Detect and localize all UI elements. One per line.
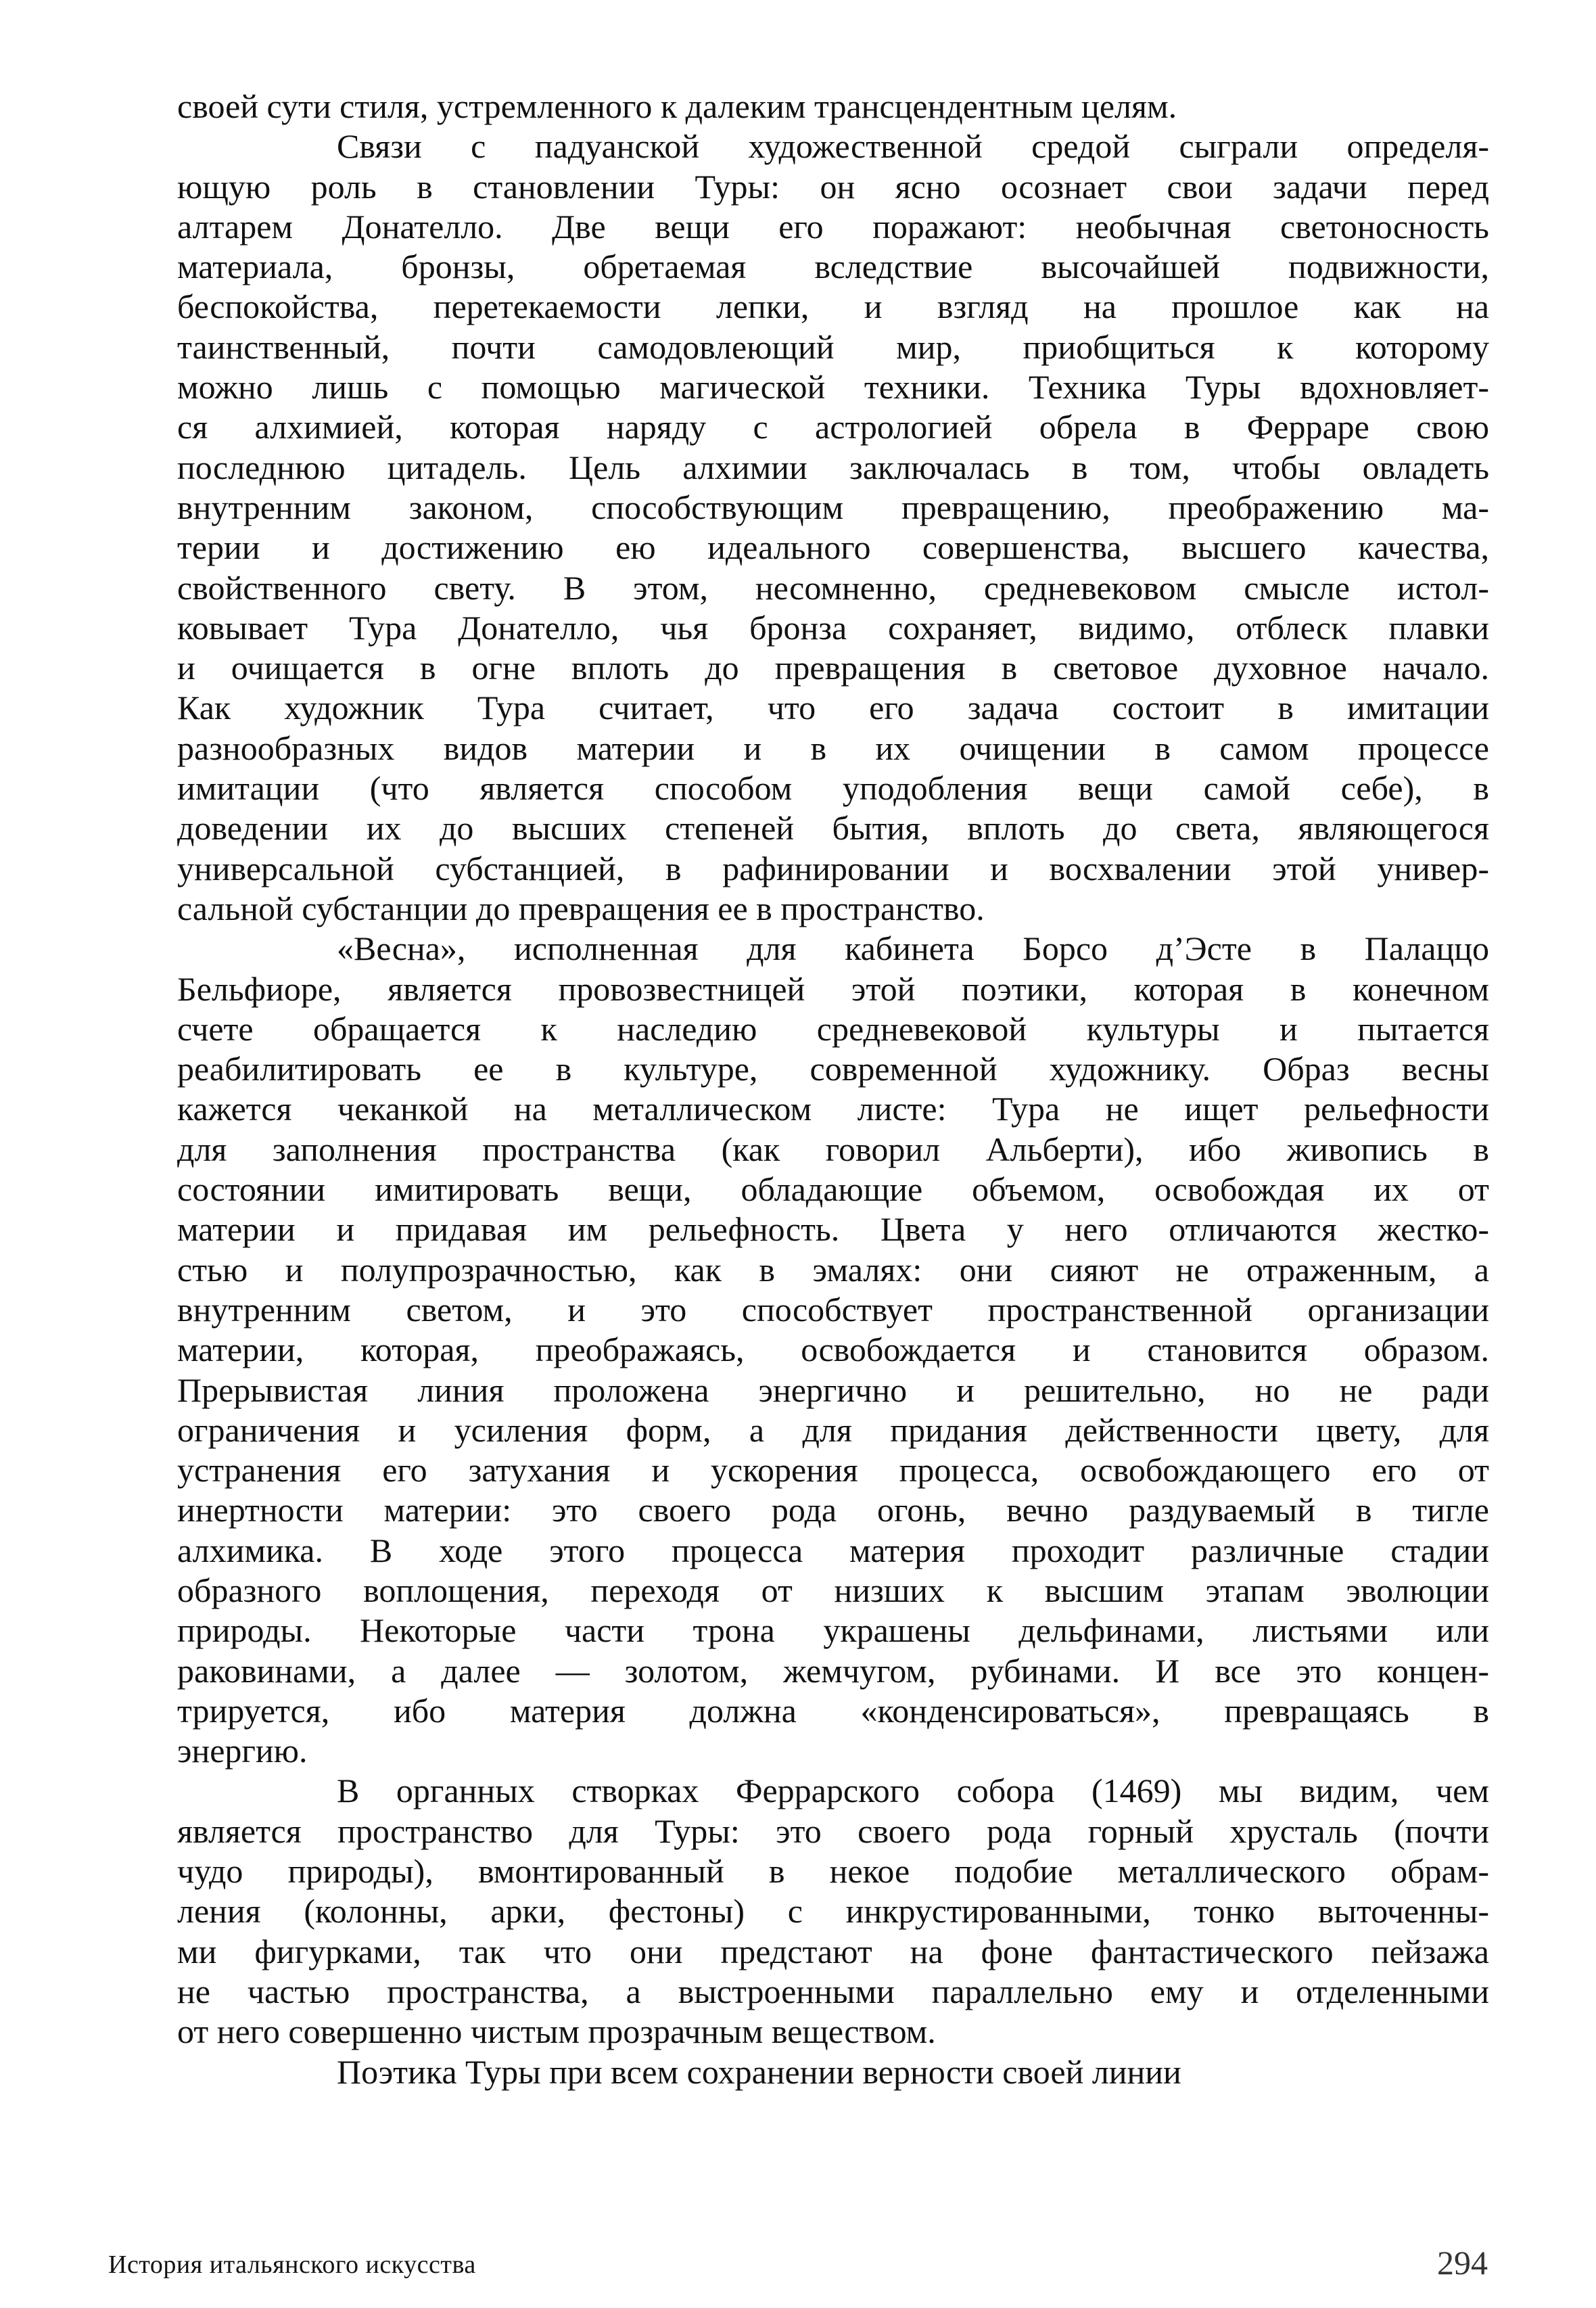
- text-line: реабилитировать ее в культуре, современной художнику. Образ весны: [177, 1050, 1489, 1088]
- text-line: ограничения и усиления форм, а для придания действенности цвету, для: [177, 1410, 1489, 1449]
- text-line: является пространство для Туры: это своего рода горный хрусталь (почти: [177, 1811, 1489, 1850]
- text-line: материи, которая, преображаясь, освобождается и становится образом.: [177, 1331, 1489, 1369]
- text-line: последнюю цитадель. Цель алхимии заключалась в том, чтобы овладеть: [177, 448, 1489, 486]
- text-line: Как художник Тура считает, что его задача состоит в имитации: [177, 689, 1489, 727]
- body-text: [177, 87, 1489, 2092]
- page-footer: [108, 2246, 1488, 2286]
- paragraph: [177, 126, 1489, 929]
- text-line: не частью пространства, а выстроенными параллельно ему и отделенными: [177, 1972, 1489, 2010]
- text-line: сальной субстанции до превращения ее в пространство.: [177, 889, 985, 927]
- text-line: имитации (что является способом уподобления вещи самой себе), в: [177, 769, 1489, 808]
- text-line: счете обращается к наследию средневековой культуры и пытается: [177, 1009, 1489, 1048]
- text-line: можно лишь с помощью магической техники. Техника Туры вдохновляет-: [177, 368, 1489, 407]
- text-line: чудо природы), вмонтированный в некое подобие металлического обрам-: [177, 1852, 1489, 1891]
- text-line: стью и полупрозрачностью, как в эмалях: они сияют не отраженным, а: [177, 1250, 1489, 1289]
- running-title: История итальянского искусства: [108, 2251, 476, 2279]
- text-line: беспокойства, перетекаемости лепки, и взгляд на прошлое как на: [177, 287, 1489, 326]
- text-line: Бельфиоре, является провозвестницей этой поэтики, которая в конечном: [177, 969, 1489, 1008]
- paragraph: [177, 1771, 1489, 2052]
- text-line: терии и достижению ею идеального совершенства, высшего качества,: [177, 528, 1489, 567]
- text-line: разнообразных видов материи и в их очищении в самом процессе: [177, 729, 1489, 767]
- text-line: инертности материи: это своего рода огонь, вечно раздуваемый в тигле: [177, 1491, 1489, 1529]
- text-line: своей сути стиля, устремленного к далеким трансцендентным целям.: [177, 87, 1177, 125]
- text-line: Прерывистая линия проложена энергично и решительно, но не ради: [177, 1370, 1489, 1409]
- text-line: трируется, ибо материя должна «конденсироваться», превращаясь в: [177, 1691, 1489, 1730]
- text-line: материи и придавая им рельефность. Цвета у него отличаются жестко-: [177, 1210, 1489, 1249]
- text-line: для заполнения пространства (как говорил Альберти), ибо живопись в: [177, 1130, 1489, 1168]
- text-line: ми фигурками, так что они предстают на фоне фантастического пейзажа: [177, 1932, 1489, 1970]
- paragraph: [177, 2052, 1489, 2092]
- text-line: свойственного свету. В этом, несомненно, средневековом смысле истол-: [177, 568, 1489, 607]
- text-line: от него совершенно чистым прозрачным веществом.: [177, 2012, 936, 2051]
- text-line: таинственный, почти самодовлеющий мир, приобщиться к которому: [177, 327, 1489, 366]
- text-line: Связи с падуанской художественной средой сыграли определя-: [337, 127, 1489, 166]
- text-line: ковывает Тура Донателло, чья бронза сохраняет, видимо, отблеск плавки: [177, 608, 1489, 647]
- text-line: внутренним светом, и это способствует пространственной организации: [177, 1290, 1489, 1329]
- text-line: ления (колонны, арки, фестоны) с инкрустированными, тонко выточенны-: [177, 1892, 1489, 1931]
- text-line: энергию.: [177, 1732, 308, 1770]
- text-line: ющую роль в становлении Туры: он ясно осознает свои задачи перед: [177, 167, 1489, 206]
- text-line: Поэтика Туры при всем сохранении верности своей линии: [337, 2052, 1181, 2091]
- text-line: В органных створках Феррарского собора (1469) мы видим, чем: [337, 1772, 1489, 1810]
- text-line: доведении их до высших степеней бытия, вплоть до света, являющегося: [177, 809, 1489, 848]
- paragraph: [177, 87, 1489, 126]
- text-line: раковинами, а далее — золотом, жемчугом, рубинами. И все это концен-: [177, 1651, 1489, 1690]
- text-line: внутренним законом, способствующим превращению, преображению ма-: [177, 488, 1489, 526]
- text-line: устранения его затухания и ускорения процесса, освобождающего его от: [177, 1451, 1489, 1490]
- text-line: алтарем Донателло. Две вещи его поражают: необычная светоносность: [177, 207, 1489, 246]
- text-line: природы. Некоторые части трона украшены дельфинами, листьями или: [177, 1611, 1489, 1650]
- paragraph: [177, 929, 1489, 1771]
- text-line: кажется чеканкой на металлическом листе: Тура не ищет рельефности: [177, 1090, 1489, 1128]
- text-line: образного воплощения, переходя от низших к высшим этапам эволюции: [177, 1571, 1489, 1609]
- text-line: материала, бронзы, обретаемая вследствие высочайшей подвижности,: [177, 248, 1489, 286]
- page-number: 294: [1437, 2244, 1488, 2282]
- text-line: и очищается в огне вплоть до превращения в световое духовное начало.: [177, 649, 1489, 687]
- text-line: ся алхимией, которая наряду с астрологией обрела в Ферраре свою: [177, 408, 1489, 446]
- text-line: состоянии имитировать вещи, обладающие объемом, освобождая их от: [177, 1170, 1489, 1209]
- text-line: алхимика. В ходе этого процесса материя проходит различные стадии: [177, 1531, 1489, 1569]
- text-line: универсальной субстанцией, в рафинировании и восхвалении этой универ-: [177, 849, 1489, 887]
- text-line: «Весна», исполненная для кабинета Борсо д’Эсте в Палаццо: [337, 929, 1489, 968]
